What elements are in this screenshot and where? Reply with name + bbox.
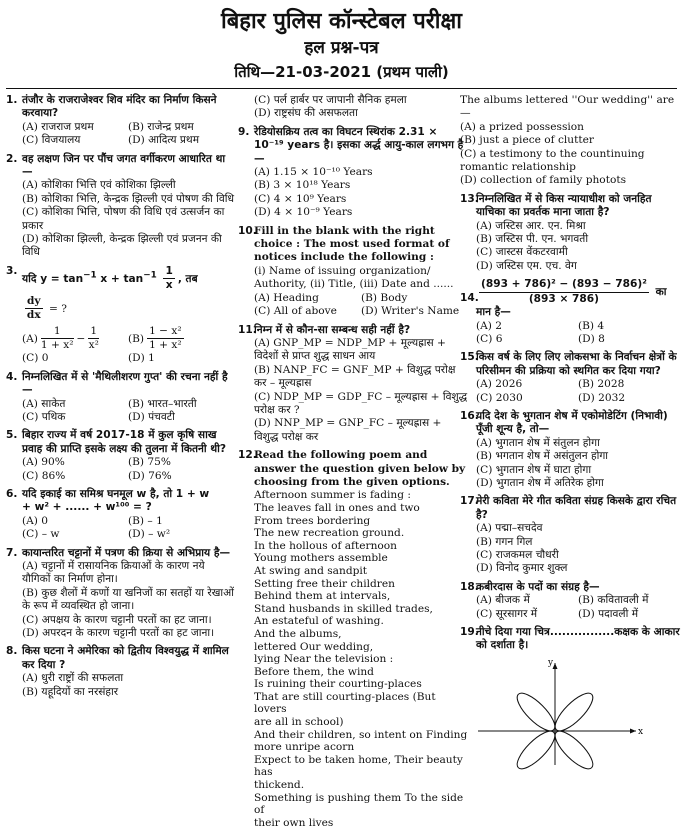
question-number: 9.: [238, 125, 250, 138]
option-b: (B) कवितावली में: [578, 594, 649, 607]
option-a: (A) कोशिका भित्ति एवं कोशिका झिल्ली: [22, 179, 176, 192]
option-d: (D) भुगतान शेष में अतिरेक होगा: [476, 476, 604, 489]
option-b: (B) $\frac{\text{1 − x²}}{\text{1 + x²}}$: [128, 324, 182, 351]
poem-line: their own lives: [254, 816, 334, 829]
option-c: (C) All of above: [254, 305, 337, 318]
option-a: (A) 90%: [22, 456, 65, 469]
page-header: [0, 0, 683, 88]
lobe-bottom-left: [512, 726, 560, 774]
question-number: 3.: [6, 264, 18, 277]
option-c: (C) पथिक: [22, 410, 66, 423]
option-b: (B) कुछ शैलों में कणों या खनिजों का सतहों या रेखाओं के रूप में व्यवस्थित हो जाना।: [22, 586, 234, 613]
option-c: (C) – w: [22, 528, 60, 541]
question-19: [460, 626, 680, 775]
poem-line: Stand husbands in skilled trades,: [254, 602, 433, 615]
question-13: [460, 193, 680, 273]
question-number: 4.: [6, 370, 18, 383]
question-3: [6, 265, 234, 366]
question-number: 18.: [460, 580, 479, 593]
question-number: 5.: [6, 429, 18, 442]
question-text: निम्नलिखित में से 'मैथिलीशरण गुप्त' की रचना नहीं है—: [22, 370, 228, 397]
poem-line: An estateful of washing.: [254, 615, 384, 628]
question-10: [238, 225, 468, 319]
column-middle: [238, 94, 468, 834]
question-text: तंजौर के राजराजेश्वर शिव मंदिर का निर्माण किसने करवाया?: [22, 94, 217, 120]
question-number: 2.: [6, 152, 18, 165]
y-axis-label: y: [548, 657, 554, 668]
option-c: (C) पर्ल हार्बर पर जापानी सैनिक हमला: [254, 94, 407, 106]
poem-line: Something is pushing them To the side of: [254, 791, 464, 817]
option-a: (A) भुगतान शेष में संतुलन होगा: [476, 436, 600, 449]
poem-line: Afternoon summer is fading :: [254, 489, 411, 502]
option-d: (D) कोशिका झिल्ली, केन्द्रक झिल्ली एवं प्रजनन की विधि: [22, 233, 222, 259]
option-a: (A) जस्टिस आर. एन. मिश्रा: [476, 219, 586, 232]
option-b: (B) 75%: [128, 456, 171, 469]
option-b: (B) just a piece of clutter: [460, 134, 594, 147]
question-number: 10.: [238, 224, 257, 237]
question-number: 14.: [460, 292, 479, 305]
poem-line: At swing and sandpit: [254, 564, 368, 577]
option-a: (A) 1.15 × 10⁻¹⁰ Years: [254, 166, 373, 179]
option-d: (D) collection of family photots: [460, 174, 627, 187]
question-text: वह लक्षण जिन पर पौंच जगत वर्गीकरण आधारित था—: [22, 152, 226, 179]
option-c: (C) जास्टस वेंकटरवामी: [476, 246, 568, 259]
question-subtext: (i) Name of issuing organization/ Authority, (ii) Title, (iii) Date and ......: [254, 264, 454, 291]
question-text: Read the following poem and answer the question given below by choosing from the given options.: [254, 449, 466, 488]
question-number: 6.: [6, 487, 18, 500]
option-a: (A) 2: [476, 319, 503, 332]
option-c: (C) NDP_MP = GDP_FC – मूल्यह्रास + विशुद्ध परोक्ष कर ?: [254, 390, 468, 416]
poem-line: more unripe acorn: [254, 741, 355, 754]
option-c: (C) राजकमल चौधरी: [476, 549, 559, 561]
question-number: 15.: [460, 351, 479, 364]
x-axis-label: x: [638, 726, 644, 737]
poem-line: are all in school): [254, 716, 344, 729]
poem-line: lettered Our wedding,: [254, 640, 374, 653]
question-16: [460, 410, 680, 490]
option-b: (B) कोशिका भित्ति, केन्द्रक झिल्ली एवं पोषण की विधि: [22, 192, 235, 205]
option-b: (B) 2028: [578, 378, 625, 391]
option-c: (C) 6: [476, 332, 503, 345]
poem-line: And their children, so intent on Finding: [254, 728, 468, 741]
exam-title: बिहार पुलिस कॉन्स्टेबल परीक्षा: [221, 9, 462, 34]
header-divider: [6, 88, 677, 89]
option-a: (A) a prized possession: [460, 120, 584, 133]
question-number: 19.: [460, 626, 479, 639]
option-a: (A) GNP_MP = NDP_MP + मूल्यह्रास + विदेशों से प्राप्त शुद्ध साधन आय: [254, 336, 446, 363]
option-a: (A) Heading: [254, 291, 319, 304]
option-d: (D) 2032: [578, 391, 626, 404]
question-number: 17.: [460, 495, 479, 508]
question-text: निम्नलिखित में से किस न्यायाधीश को जनहित याचिका का प्रवर्तक माना जाता है?: [476, 192, 652, 219]
poem-line: In the hollous of afternoon: [254, 539, 397, 552]
poem-line: Behind them at intervals,: [254, 590, 391, 603]
poem-line: lying Near the television :: [254, 653, 394, 666]
option-a: (A) राजराज प्रथम: [22, 120, 94, 133]
option-b: (B) गगन गिल: [476, 535, 533, 548]
question-12: [238, 449, 468, 829]
question-14: [460, 278, 680, 346]
option-a: (A) चट्टानों में रासायनिक क्रियाओं के कारण नये यौगिकों का निर्माण होना।: [22, 560, 205, 586]
question-number: 13.: [460, 192, 479, 205]
exam-subtitle: हल प्रश्न-पत्र: [304, 38, 379, 58]
lobe-top-left: [512, 688, 560, 736]
option-b: (B) जस्टिस पी. एन. भगवती: [476, 233, 589, 246]
y-axis-arrow: [553, 663, 558, 669]
option-c: (C) सूरसागर में: [476, 607, 538, 620]
question-text: निम्न में से कौन-सा सम्बन्ध सही नहीं है?: [254, 323, 411, 336]
equals-question: = ?: [48, 302, 67, 315]
question-5: [6, 429, 234, 483]
option-d: (D) अपरदन के कारण चट्टानी परतों का हट जाना।: [22, 627, 215, 640]
poem-line: Before them, the wind: [254, 665, 374, 678]
poem-line: Young mothers assemble: [254, 552, 388, 565]
option-c: (C) कोशिका भित्ति, पोषण की विधि एवं उत्सर्जन का प्रकार: [22, 206, 225, 232]
question-number: 8.: [6, 645, 18, 658]
question-4: [6, 371, 234, 425]
option-a: (A) 0: [22, 514, 49, 527]
option-b: (B) NANP_FC = GNF_MP + विशुद्ध परोक्ष कर – मूल्यह्रास: [254, 363, 456, 390]
option-b: (B) यहूदियों का नरसंहार: [22, 685, 119, 698]
question-8-continued: [238, 94, 468, 121]
orbital-diagram: [460, 653, 660, 771]
option-a: (A) 2026: [476, 378, 523, 391]
poem-line: Setting free their children: [254, 577, 395, 590]
question-text: किस वर्ष के लिए लिए लोकसभा के निर्वाचन क्षेत्रों के परिसीमन की प्रक्रिया को स्थगित कर दिया गया?: [476, 351, 677, 377]
poem-passage: [238, 489, 468, 829]
option-d: (D) 4 × 10⁻⁹ Years: [254, 206, 353, 219]
option-b: (B) भारत–भारती: [128, 397, 197, 410]
option-d: (D) Writer's Name: [361, 305, 460, 318]
column-left: [6, 94, 234, 704]
option-d: (D) विनोद कुमार शुक्ल: [476, 562, 568, 575]
option-c: (C) 86%: [22, 469, 66, 482]
question-text: Fill in the blank with the right choice : The most used format of notices include the following :: [254, 224, 450, 264]
option-d: (D) जस्टिस एम. एच. वेग: [476, 259, 577, 272]
question-number: 12.: [238, 449, 257, 462]
poem-line: The new recreation ground.: [254, 527, 405, 540]
question-text: नीचे दिया गया चित्र................कक्षक के आकार को दर्शाता है।: [476, 626, 680, 652]
option-a: (A) $\frac{1}{\text{1 + x²}}$ − $\frac{1}{\text{x²}}$: [22, 324, 99, 351]
question-text: $\frac{\text{(893 + 786)² − (893 − 786)²}}{(893 \times 786)}$ का मान है—: [476, 278, 667, 319]
question-7: [6, 547, 234, 641]
lobe-top-right: [550, 688, 598, 736]
option-c: (C) 4 × 10⁹ Years: [254, 192, 347, 205]
question-number: 16.: [460, 409, 479, 422]
question-9: [238, 126, 468, 220]
question-text: कबीरदास के पदों का संग्रह है—: [476, 580, 600, 593]
derivative-numerator: dy: [25, 295, 43, 309]
exam-date: तिथि—21-03-2021 (प्रथम पाली): [234, 63, 449, 81]
option-d: (D) राष्ट्रसंघ की असफलता: [254, 107, 358, 120]
option-b: (B) 4: [578, 319, 605, 332]
poem-line: From trees bordering: [254, 514, 371, 527]
option-a: (A) धुरी राष्ट्रों की सफलता: [22, 672, 124, 685]
question-text: मेरी कविता मेरे गीत कविता संग्रह किसके द्वारा रचित है?: [476, 495, 677, 521]
option-c: (C) विजयालय: [22, 134, 81, 147]
option-d: (D) 76%: [128, 469, 172, 482]
question-text: यदि इकाई का समिश्र घनमूल w है, तो 1 + w + w² + ...... + w¹⁰⁰ = ?: [22, 487, 210, 514]
option-c: (C) 0: [22, 352, 49, 365]
question-11: [238, 324, 468, 445]
option-d: (D) NNP_MP = GNP_FC – मूल्यह्रास + विशुद्ध परोक्ष कर: [254, 417, 442, 443]
column-right: [460, 94, 680, 780]
question-18: [460, 581, 680, 621]
poem-line: Expect to be taken home, Their beauty has: [254, 753, 463, 779]
option-b: (B) राजेन्द्र प्रथम: [128, 120, 194, 133]
option-d: (D) आदित्य प्रथम: [128, 134, 200, 147]
question-text: किस घटना ने अमेरिका को द्वितीय विश्वयुद्ध में शामिल कर दिया ?: [22, 645, 229, 671]
poem-line: And the albums,: [254, 627, 342, 640]
question-1: [6, 94, 234, 148]
derivative-denominator: dx: [26, 309, 41, 322]
x-axis-arrow: [630, 728, 636, 733]
question-6: [6, 488, 234, 542]
option-b: (B) 3 × 10¹⁸ Years: [254, 179, 351, 192]
question-text: यदि $y = \tan^{-1} x + \tan^{-1}$ $\frac{1}{x}$ , तब: [22, 264, 198, 292]
option-d: (D) 8: [578, 332, 605, 345]
option-d: (D) – w²: [128, 528, 171, 541]
option-d: (D) पंचवटी: [128, 410, 175, 423]
option-a: (A) बीजक में: [476, 594, 530, 607]
option-b: (B) – 1: [128, 514, 163, 527]
question-number: 11.: [238, 323, 257, 336]
question-text: यदि देश के भुगतान शेष में एकोमोडेटिंग (निभावी) पूँजी शून्य है, तो—: [476, 409, 668, 436]
poem-line: Is ruining their courting-places: [254, 678, 422, 691]
option-d: (D) पदावली में: [578, 607, 639, 620]
question-15: [460, 351, 680, 405]
option-c: (C) 2030: [476, 391, 523, 404]
option-a: (A) साकेत: [22, 397, 66, 410]
option-c: (C) भुगतान शेष में घाटा होगा: [476, 463, 592, 476]
question-17: [460, 495, 680, 575]
question-prompt: The albums lettered ''Our wedding'' are—: [460, 94, 675, 120]
poem-line: thickend.: [254, 779, 305, 792]
question-number: 7.: [6, 546, 18, 559]
poem-line: The leaves fall in ones and two: [254, 501, 420, 514]
option-a: (A) पद्मा–सचदेव: [476, 522, 543, 535]
lobe-bottom-right: [550, 726, 598, 774]
question-12-continued: [460, 94, 680, 188]
option-c: (C) a testimony to the countinuing romantic relationship: [460, 147, 645, 174]
question-text: कायान्तरित चट्टानों में पत्रण की क्रिया से अभिप्राय है—: [22, 546, 231, 559]
option-d: (D) 1: [128, 352, 155, 365]
poem-line: That are still courting-places (But lovers: [254, 690, 436, 716]
question-2: [6, 153, 234, 260]
question-text: रेडियोसक्रिय तत्व का विघटन स्थिरांक 2.31 × 10⁻¹⁹ years है। इसका अर्द्ध आयु-काल लगभग है—: [254, 125, 464, 165]
question-8: [6, 645, 234, 699]
option-b: (B) भगतान शेष में असंतुलन होगा: [476, 450, 609, 463]
option-b: (B) Body: [361, 291, 408, 304]
question-text: बिहार राज्य में वर्ष 2017-18 में कुल कृषि साख प्रवाह की प्राप्ति इसके लक्ष्य की तुलना में कितनी थी?: [22, 429, 226, 455]
question-number: 1.: [6, 94, 18, 106]
option-c: (C) अपक्षय के कारण चट्टानी परतों का हट जाना।: [22, 613, 212, 626]
